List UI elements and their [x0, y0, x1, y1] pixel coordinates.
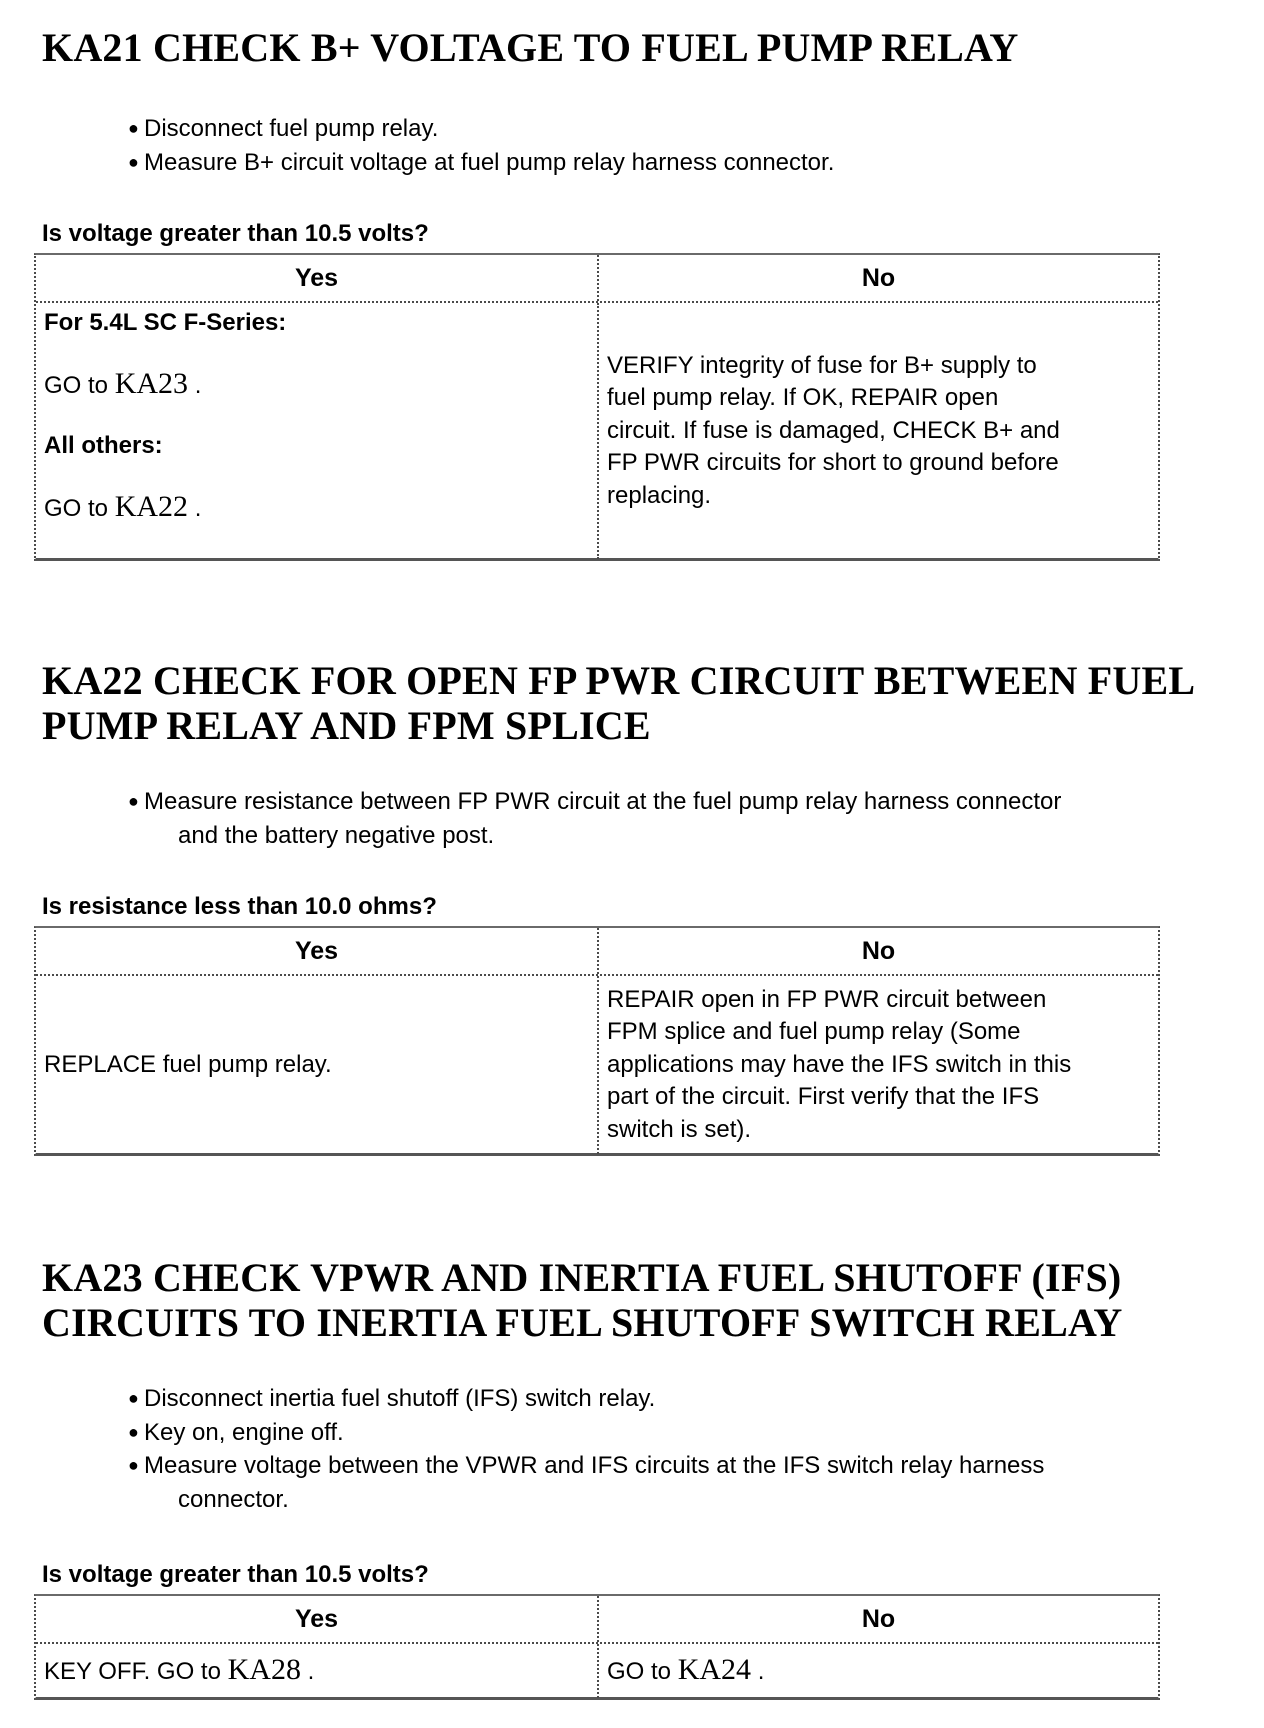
step-list	[128, 112, 834, 179]
step-list	[128, 785, 1254, 852]
no-cell: GO to KA24 .	[607, 1652, 765, 1686]
step-item: ● Disconnect fuel pump relay.	[128, 112, 834, 146]
answer-table	[34, 1594, 1160, 1700]
yes-column-header: Yes	[36, 1596, 599, 1642]
bullet-icon: ●	[128, 118, 139, 138]
step-item: ● Disconnect inertia fuel shutoff (IFS) switch relay.	[128, 1382, 1254, 1416]
answer-table	[34, 926, 1160, 1156]
no-text-line: fuel pump relay. If OK, REPAIR open	[607, 384, 999, 412]
no-cell	[599, 976, 1158, 1154]
question-text: Is voltage greater than 10.5 volts?	[42, 220, 429, 247]
section-heading: KA23 CHECK VPWR AND INERTIA FUEL SHUTOFF (IFS) CIRCUITS TO INERTIA FUEL SHUTOFF SWITCH RELAY	[42, 1255, 1123, 1345]
yes-cell	[36, 303, 599, 559]
step-item: ● Measure resistance between FP PWR circuit at the fuel pump relay harness connector and the battery negative post.	[128, 785, 1254, 852]
go-to-link-ka28[interactable]: KA28	[227, 1652, 301, 1686]
bullet-icon: ●	[128, 151, 139, 172]
yes-cell: REPLACE fuel pump relay.	[36, 976, 599, 1154]
go-to-link-ka24[interactable]: KA24	[677, 1652, 752, 1686]
question-text: Is resistance less than 10.0 ohms?	[42, 893, 437, 920]
no-text-line: replacing.	[607, 481, 712, 509]
section-heading: KA22 CHECK FOR OPEN FP PWR CIRCUIT BETWEEN FUEL PUMP RELAY AND FPM SPLICE	[42, 658, 1196, 748]
yes-column-header: Yes	[36, 255, 599, 301]
no-column-header: No	[861, 937, 896, 965]
answer-table	[34, 253, 1160, 561]
section-heading: KA21 CHECK B+ VOLTAGE TO FUEL PUMP RELAY	[42, 25, 1019, 70]
no-text-line: VERIFY integrity of fuse for B+ supply to	[607, 351, 1037, 379]
table-header-row	[36, 1596, 1158, 1644]
step-item: ● Measure voltage between the VPWR and IFS circuits at the IFS switch relay harness connector.	[128, 1449, 1254, 1516]
go-to-line: GO to KA23 .	[44, 366, 202, 400]
step-list	[128, 1382, 1254, 1516]
question-text: Is voltage greater than 10.5 volts?	[42, 1561, 429, 1588]
no-text-line: part of the circuit. First verify that the IFS	[607, 1083, 1040, 1111]
no-text-line: FP PWR circuits for short to ground before	[607, 449, 1059, 477]
table-header-row	[36, 255, 1158, 303]
go-to-link-ka23[interactable]: KA23	[114, 366, 189, 400]
step-item: ● Measure B+ circuit voltage at fuel pump relay harness connector.	[128, 146, 834, 180]
no-text-line: applications may have the IFS switch in this	[607, 1050, 1072, 1078]
step-item: ● Key on, engine off.	[128, 1416, 1254, 1450]
bullet-icon: ●	[128, 1388, 139, 1408]
no-text-line: FPM splice and fuel pump relay (Some	[607, 1018, 1021, 1046]
bullet-icon: ●	[128, 1455, 139, 1475]
table-row	[36, 1644, 1158, 1698]
go-to-line: GO to KA22 .	[44, 489, 202, 523]
no-cell	[599, 303, 1158, 559]
table-row	[36, 976, 1158, 1154]
no-text-line: switch is set).	[607, 1115, 752, 1143]
no-text-line: REPAIR open in FP PWR circuit between	[607, 985, 1047, 1013]
yes-column-header: Yes	[36, 928, 599, 974]
no-text-line: circuit. If fuse is damaged, CHECK B+ and	[607, 416, 1060, 444]
table-header-row	[36, 928, 1158, 976]
go-to-link-ka22[interactable]: KA22	[114, 489, 189, 523]
yes-cell: KEY OFF. GO to KA28 .	[36, 1644, 599, 1698]
bullet-icon: ●	[128, 1421, 139, 1442]
condition-label: All others:	[44, 432, 163, 459]
table-row	[36, 303, 1158, 559]
bullet-icon: ●	[128, 791, 139, 811]
no-column-header: No	[861, 264, 896, 292]
condition-label: For 5.4L SC F-Series:	[44, 309, 287, 336]
no-column-header: No	[861, 1605, 896, 1633]
